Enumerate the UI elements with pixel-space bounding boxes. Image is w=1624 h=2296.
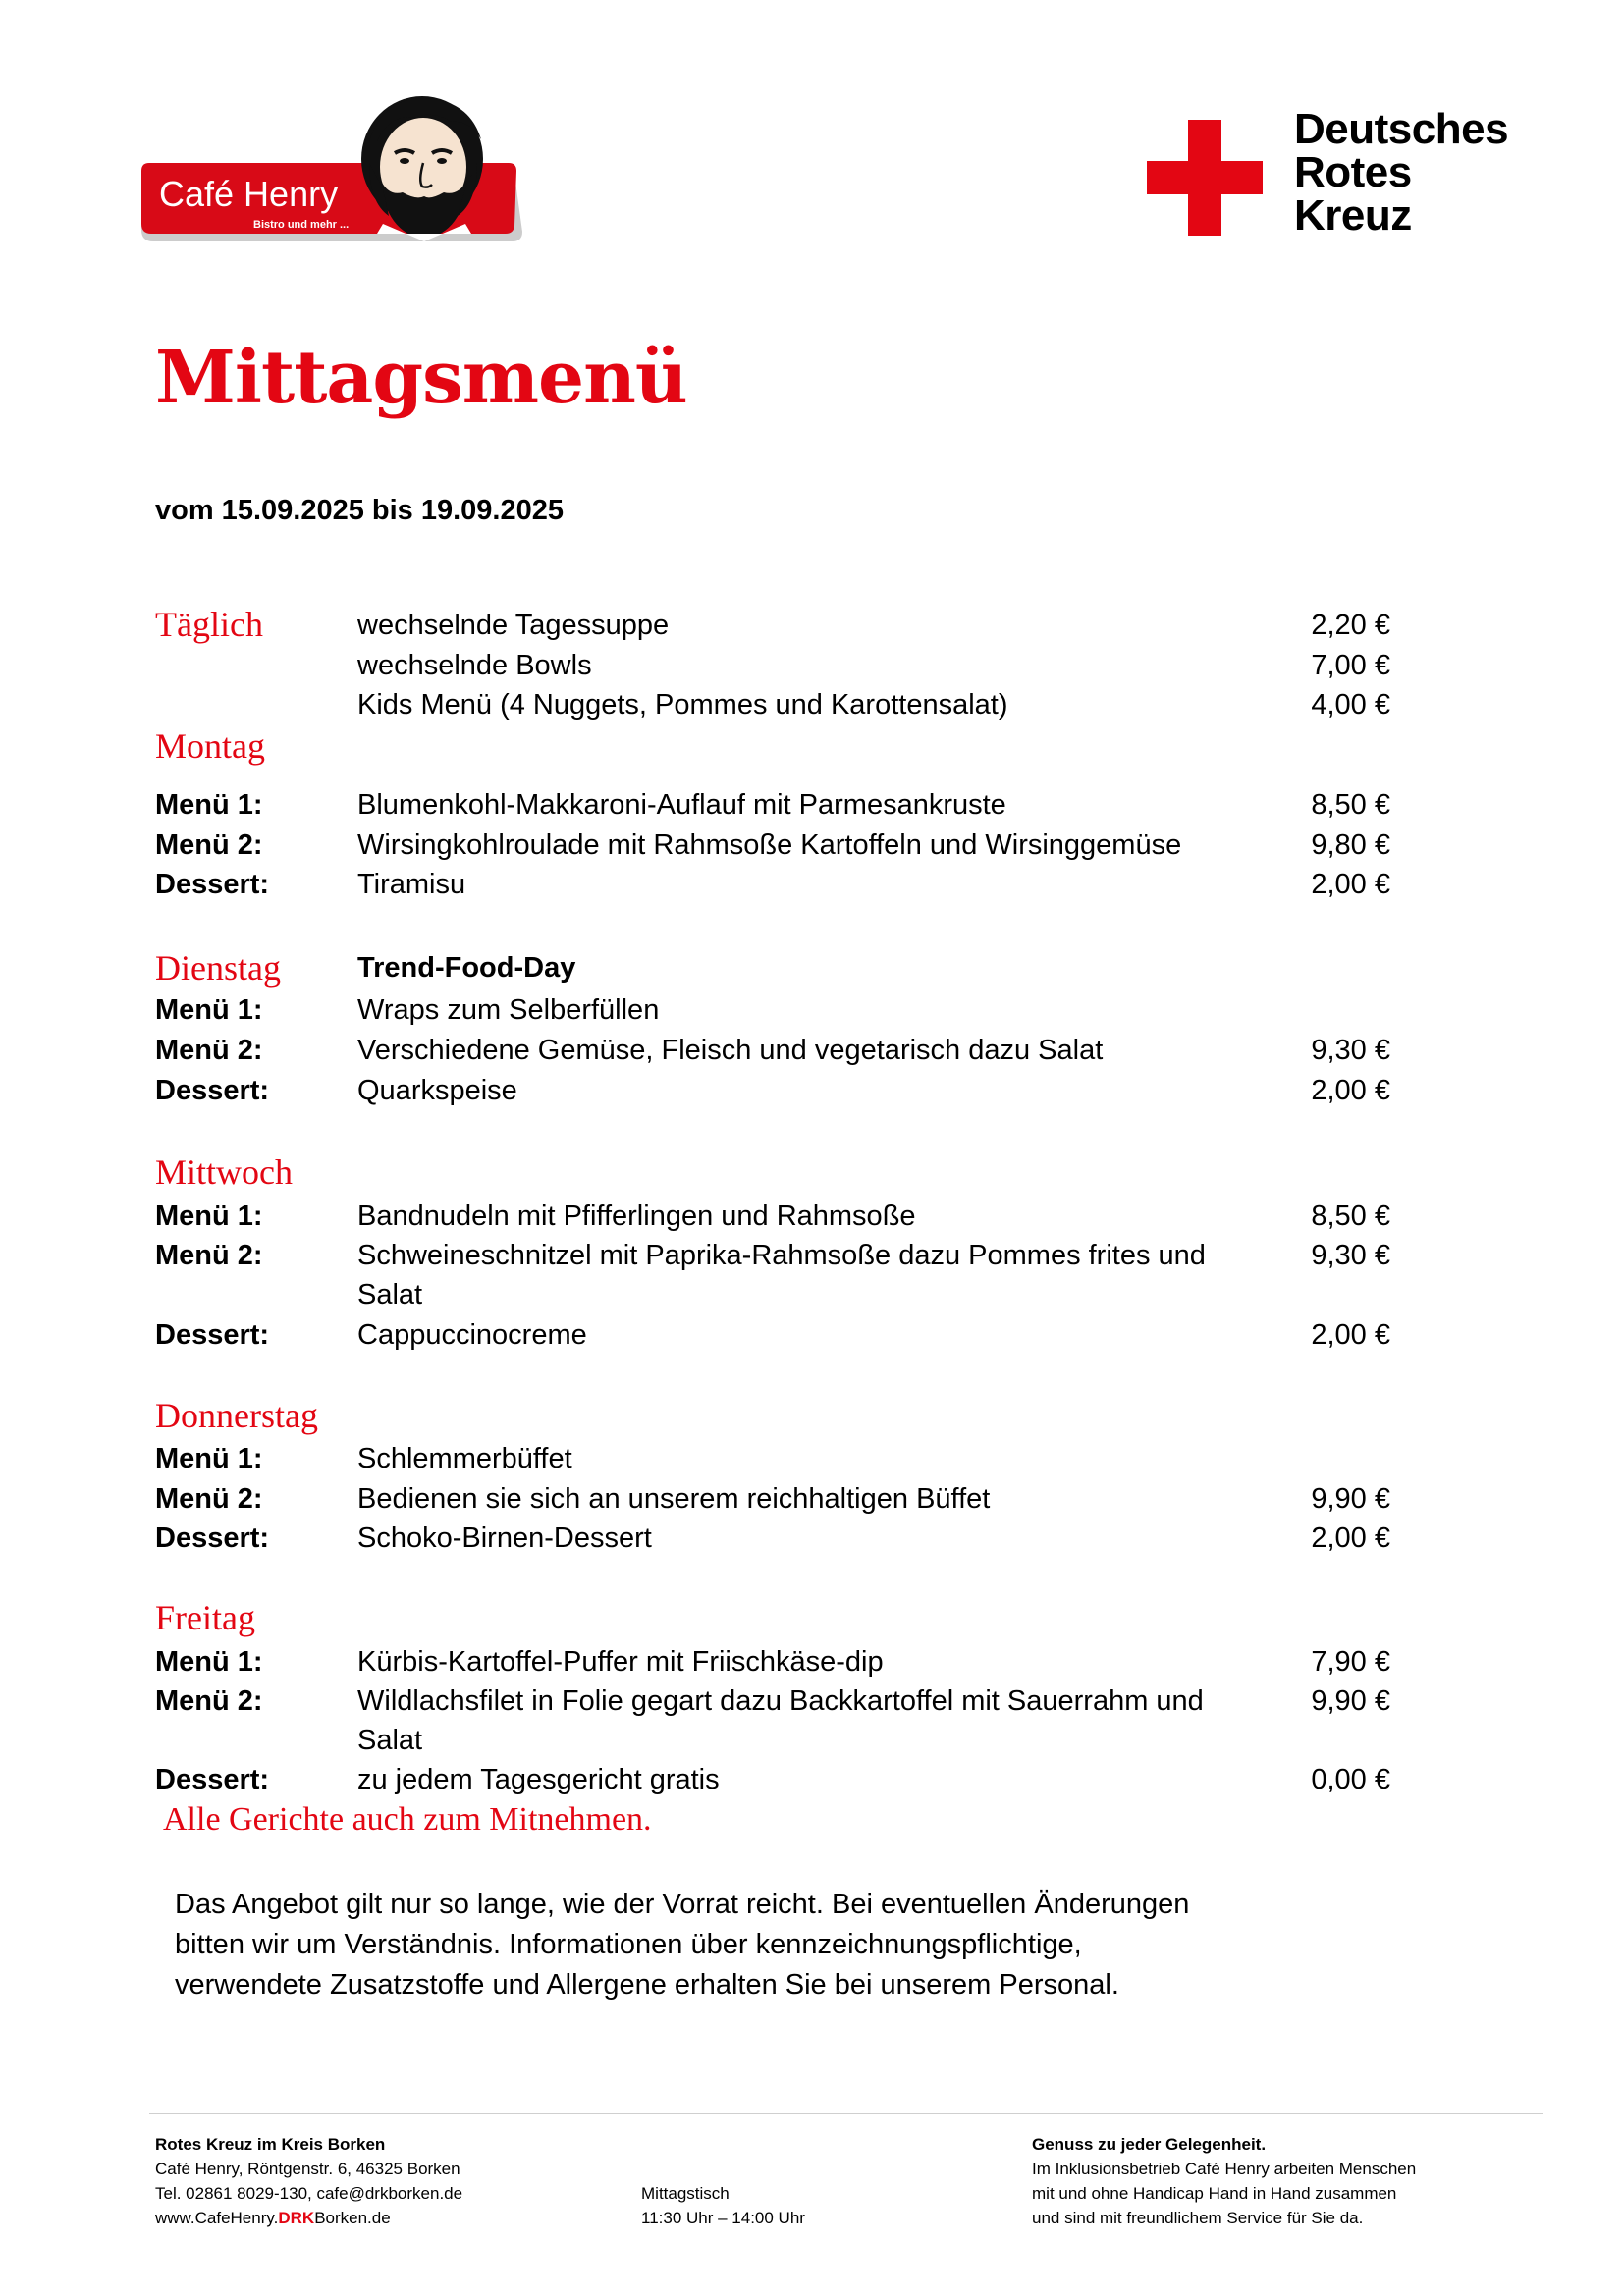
menu-label: Menü 2:: [155, 1483, 263, 1515]
menu-description: Schlemmerbüffet: [357, 1443, 572, 1474]
footer-phone-email: Tel. 02861 8029-130, cafe@drkborken.de: [155, 2184, 463, 2203]
day-label-montag: Montag: [155, 726, 265, 766]
day-label-mittwoch: Mittwoch: [155, 1152, 293, 1192]
footer-address: Café Henry, Röntgenstr. 6, 46325 Borken: [155, 2160, 460, 2178]
drk-line-1: Deutsches: [1294, 105, 1509, 153]
day-label-freitag: Freitag: [155, 1598, 255, 1637]
menu-row-continuation: [0, 1721, 1624, 1760]
menu-price: 4,00 €: [1311, 689, 1390, 721]
disclaimer-line: bitten wir um Verständnis. Informationen über kennzeichnungspflichtige,: [175, 1929, 1082, 1960]
menu-description: Bandnudeln mit Pfifferlingen und Rahmsoße: [357, 1201, 916, 1232]
menu-label: Menü 1:: [155, 789, 263, 821]
menu-label: Menü 1:: [155, 994, 263, 1026]
menu-price: 9,80 €: [1311, 829, 1390, 861]
menu-label: Dessert:: [155, 1764, 270, 1795]
day-label-taeglich: Täglich: [155, 605, 263, 644]
menu-row: [0, 1479, 1624, 1519]
menu-label: Menü 2:: [155, 1035, 263, 1066]
footer-website-highlight: DRK: [278, 2209, 315, 2227]
menu-row: [0, 685, 1624, 724]
menu-price: 7,90 €: [1311, 1646, 1390, 1678]
footer-slogan: Genuss zu jeder Gelegenheit.: [1032, 2135, 1267, 2154]
menu-description: Quarkspeise: [357, 1075, 517, 1106]
menu-description: Wildlachsfilet in Folie gegart dazu Backkartoffel mit Sauerrahm und: [357, 1685, 1204, 1717]
cafe-henry-name: Café Henry: [159, 174, 339, 214]
menu-label: Dessert:: [155, 1522, 270, 1554]
footer-hours-label: Mittagstisch: [641, 2184, 730, 2203]
day-label-dienstag: Dienstag: [155, 948, 281, 988]
footer-website-suffix: Borken.de: [314, 2209, 391, 2227]
menu-description: Tiramisu: [357, 869, 466, 900]
menu-row: [0, 990, 1624, 1030]
footer-hours: [641, 2181, 805, 2230]
disclaimer-line: verwendete Zusatzstoffe und Allergene erhalten Sie bei unserem Personal.: [175, 1969, 1119, 2001]
disclaimer-line: Das Angebot gilt nur so lange, wie der Vorrat reicht. Bei eventuellen Änderungen: [175, 1889, 1190, 1920]
date-range: vom 15.09.2025 bis 19.09.2025: [155, 495, 564, 526]
menu-row: [0, 785, 1624, 825]
menu-row: [0, 646, 1624, 685]
menu-price: 2,00 €: [1311, 1319, 1390, 1351]
drk-line-2: Rotes: [1294, 148, 1412, 196]
menu-price: 2,00 €: [1311, 869, 1390, 900]
menu-description: Wirsingkohlroulade mit Rahmsoße Kartoffeln und Wirsinggemüse: [357, 829, 1182, 861]
menu-description: zu jedem Tagesgericht gratis: [357, 1764, 720, 1795]
menu-row: [0, 865, 1624, 904]
menu-row: [0, 1682, 1624, 1721]
footer-about: [1032, 2132, 1416, 2230]
menu-description: Kürbis-Kartoffel-Puffer mit Friischkäse-dip: [357, 1646, 884, 1678]
footer-about-line: Im Inklusionsbetrieb Café Henry arbeiten Menschen: [1032, 2160, 1417, 2178]
menu-description: wechselnde Tagessuppe: [357, 610, 670, 641]
menu-description: Wraps zum Selberfüllen: [357, 994, 660, 1026]
menu-row-continuation: [0, 1275, 1624, 1314]
cafe-henry-portrait-icon: [137, 94, 522, 243]
menu-description: Cappuccinocreme: [357, 1319, 587, 1351]
footer-website[interactable]: [155, 2206, 462, 2230]
menu-row: [0, 1315, 1624, 1355]
menu-description-continuation: Salat: [357, 1725, 423, 1756]
menu-price: 9,30 €: [1311, 1240, 1390, 1271]
menu-label: Menü 1:: [155, 1443, 263, 1474]
menu-price: 9,90 €: [1311, 1483, 1390, 1515]
menu-label: Dessert:: [155, 1075, 270, 1106]
menu-row: [0, 1642, 1624, 1682]
menu-price: 8,50 €: [1311, 1201, 1390, 1232]
page-title: Mittagsmenü: [155, 336, 687, 420]
menu-price: 8,50 €: [1311, 789, 1390, 821]
menu-row: [0, 1519, 1624, 1558]
menu-description: wechselnde Bowls: [357, 650, 592, 681]
menu-price: 2,20 €: [1311, 610, 1390, 641]
menu-description: Bedienen sie sich an unserem reichhaltigen Büffet: [357, 1483, 991, 1515]
cafe-henry-tagline: Bistro und mehr ...: [253, 219, 350, 231]
menu-row: [0, 1031, 1624, 1070]
footer-hours-time: 11:30 Uhr – 14:00 Uhr: [641, 2209, 805, 2227]
menu-label: Menü 2:: [155, 1240, 263, 1271]
drk-line-3: Kreuz: [1294, 191, 1412, 240]
drk-logo: [1147, 105, 1530, 240]
menu-price: 0,00 €: [1311, 1764, 1390, 1795]
menu-price: 7,00 €: [1311, 650, 1390, 681]
menu-label: Menü 1:: [155, 1201, 263, 1232]
menu-description: Blumenkohl-Makkaroni-Auflauf mit Parmesankruste: [357, 789, 1006, 821]
menu-price: 2,00 €: [1311, 1522, 1390, 1554]
takeaway-note: Alle Gerichte auch zum Mitnehmen.: [163, 1801, 652, 1838]
menu-label: Menü 2:: [155, 829, 263, 861]
menu-row: [0, 1197, 1624, 1236]
menu-row: [0, 826, 1624, 865]
cafe-henry-logo: [137, 94, 522, 243]
footer-website-prefix: www.CafeHenry.: [155, 2209, 279, 2227]
footer-org: Rotes Kreuz im Kreis Borken: [155, 2135, 386, 2154]
menu-price: 9,90 €: [1311, 1685, 1390, 1717]
footer-divider: [149, 2113, 1543, 2114]
menu-price: 2,00 €: [1311, 1075, 1390, 1106]
menu-description: Kids Menü (4 Nuggets, Pommes und Karottensalat): [357, 689, 1008, 721]
footer-contact: [155, 2132, 462, 2230]
footer-about-line: und sind mit freundlichem Service für Sie da.: [1032, 2209, 1364, 2227]
drk-wordmark: [1294, 105, 1509, 240]
day-label-donnerstag: Donnerstag: [155, 1396, 318, 1435]
menu-row: [0, 1439, 1624, 1478]
menu-row: [0, 948, 1624, 988]
menu-row: [0, 1760, 1624, 1799]
menu-row: [0, 1236, 1624, 1275]
menu-row: [0, 1071, 1624, 1110]
day-theme: Trend-Food-Day: [357, 952, 576, 984]
menu-label: Menü 2:: [155, 1685, 263, 1717]
menu-description: Verschiedene Gemüse, Fleisch und vegetarisch dazu Salat: [357, 1035, 1104, 1066]
menu-label: Dessert:: [155, 869, 270, 900]
footer-about-line: mit und ohne Handicap Hand in Hand zusammen: [1032, 2184, 1397, 2203]
menu-description: Schweineschnitzel mit Paprika-Rahmsoße dazu Pommes frites und: [357, 1240, 1206, 1271]
menu-price: 9,30 €: [1311, 1035, 1390, 1066]
menu-label: Menü 1:: [155, 1646, 263, 1678]
menu-description: Schoko-Birnen-Dessert: [357, 1522, 652, 1554]
menu-row: [0, 606, 1624, 645]
disclaimer: [175, 1885, 1284, 2005]
menu-label: Dessert:: [155, 1319, 270, 1351]
menu-description-continuation: Salat: [357, 1279, 423, 1310]
